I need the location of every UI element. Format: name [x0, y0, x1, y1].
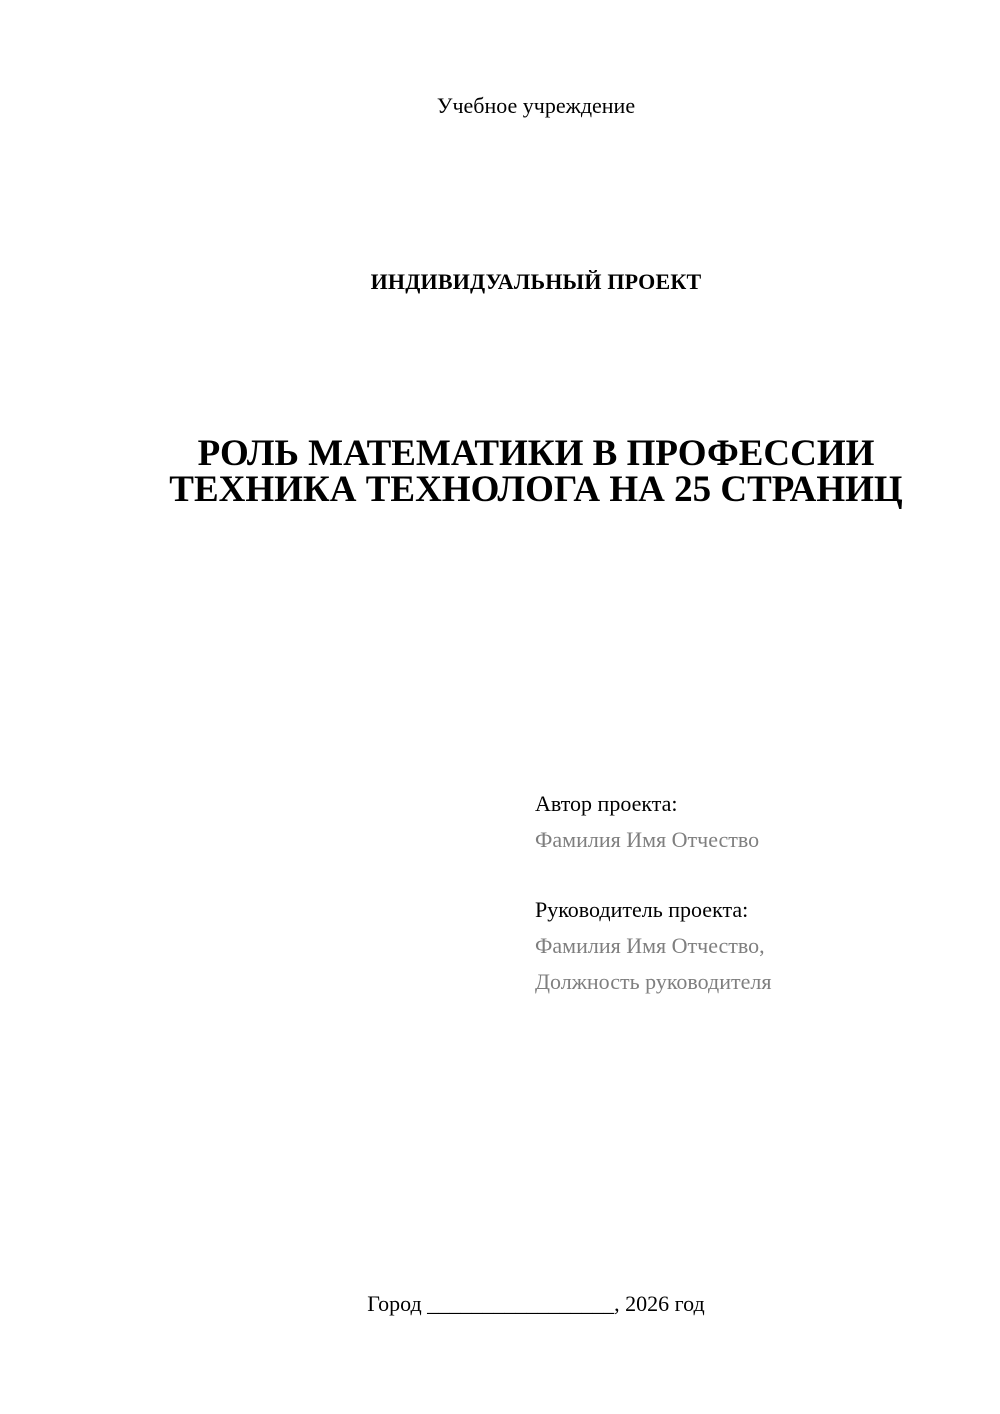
supervisor-block	[535, 892, 975, 1000]
supervisor-position: Должность руководителя	[535, 969, 772, 994]
author-label: Автор проекта:	[535, 791, 678, 816]
project-title	[0, 433, 1000, 510]
project-title-line-2: ТЕХНИКА ТЕХНОЛОГА НА 25 СТРАНИЦ	[169, 469, 903, 510]
project-type-heading: ИНДИВИДУАЛЬНЫЙ ПРОЕКТ	[370, 269, 702, 294]
supervisor-name: Фамилия Имя Отчество,	[535, 933, 765, 958]
author-name: Фамилия Имя Отчество	[535, 827, 760, 852]
project-title-line-1: РОЛЬ МАТЕМАТИКИ В ПРОФЕССИИ	[197, 433, 875, 474]
author-block	[535, 786, 975, 858]
institution-name: Учебное учреждение	[436, 93, 636, 118]
supervisor-label: Руководитель проекта:	[535, 897, 749, 922]
city-year-footer: Город _________________, 2026 год	[367, 1291, 705, 1316]
